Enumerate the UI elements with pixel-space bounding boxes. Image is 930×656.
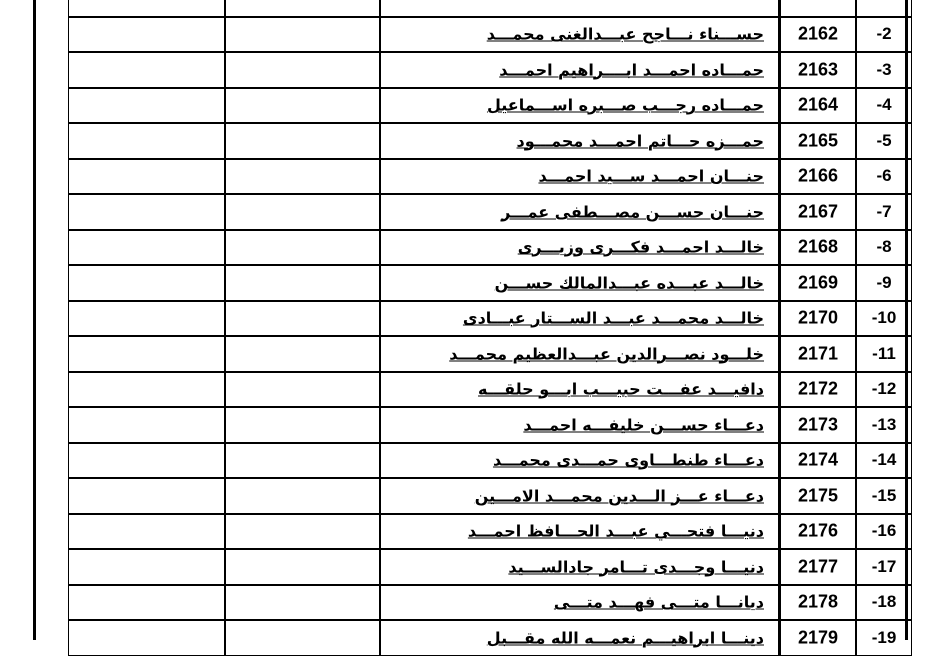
code-cell: [778, 194, 856, 230]
serial-cell: [856, 478, 912, 514]
table-row: [68, 443, 897, 479]
table-row: [68, 336, 896, 372]
empty-cell: [68, 301, 225, 337]
table-row: [68, 194, 892, 230]
serial-number: -13: [871, 414, 897, 434]
serial-number: -15: [871, 485, 897, 505]
serial-cell: [856, 230, 912, 266]
student-name: خالـــد عبـــده عبـــدالمالك حســـن: [494, 273, 764, 293]
empty-cell: [225, 478, 380, 514]
seat-number: 2174: [797, 449, 839, 470]
serial-cell: [856, 301, 912, 337]
name-cell: [380, 123, 778, 159]
serial-cell: [856, 159, 912, 195]
serial-cell: [856, 88, 912, 124]
seat-number: 2178: [797, 591, 839, 612]
serial-number: -18: [871, 592, 897, 612]
name-cell: [380, 620, 778, 656]
serial-cell: [856, 585, 912, 621]
empty-cell: [225, 514, 380, 550]
seat-number: 2177: [797, 556, 839, 577]
serial-number: -3: [876, 59, 892, 79]
empty-cell: [68, 443, 225, 479]
empty-cell: [225, 336, 380, 372]
table-row: [68, 372, 897, 408]
empty-cell: [225, 620, 380, 656]
seat-number: 2162: [797, 23, 839, 44]
name-cell: [380, 52, 778, 88]
table-row: [68, 17, 892, 53]
seat-number: 2179: [797, 627, 839, 648]
serial-number: -12: [871, 379, 897, 399]
empty-cell: [68, 372, 225, 408]
name-cell: [380, 17, 778, 53]
serial-cell: [856, 407, 912, 443]
code-cell: [778, 478, 856, 514]
empty-cell: [225, 443, 380, 479]
table-row: [68, 478, 897, 514]
student-name: خلـــود نصـــرالدين عبـــدالعظيم محمـــد: [449, 344, 764, 364]
empty-cell: [68, 478, 225, 514]
student-name: دنيـــا وجـــدى تـــامر جادالســـيد: [508, 557, 764, 577]
serial-number: -11: [872, 343, 896, 363]
code-cell: [778, 88, 856, 124]
student-name: دعـــاء طنطـــاوى حمـــدى محمـــد: [492, 450, 764, 470]
table-row: [68, 0, 844, 17]
empty-cell: [225, 17, 380, 53]
serial-number: -19: [871, 627, 897, 647]
table-row: [68, 230, 892, 266]
student-name: حنـــان احمـــد ســـيد احمـــد: [538, 166, 764, 186]
seat-number: 2169: [797, 272, 839, 293]
student-name: خالـــد محمـــد عبـــد الســـتار عبـــادى: [462, 308, 764, 328]
serial-cell: [856, 336, 912, 372]
code-cell: [778, 549, 856, 585]
serial-cell: [856, 265, 912, 301]
empty-cell: [68, 0, 225, 17]
seat-number: 2164: [797, 94, 839, 115]
empty-cell: [225, 265, 380, 301]
student-name: حمـــزه حـــاتم احمـــد محمـــود: [516, 131, 764, 151]
table-row: [68, 159, 892, 195]
empty-cell: [225, 230, 380, 266]
serial-cell: [856, 620, 912, 656]
seat-number: 2166: [797, 165, 839, 186]
empty-cell: [225, 194, 380, 230]
table-row: [68, 301, 897, 337]
serial-cell: [856, 443, 912, 479]
serial-number: -4: [876, 95, 892, 115]
code-cell: [778, 52, 856, 88]
empty-cell: [68, 265, 225, 301]
table-row: [68, 549, 897, 585]
code-cell: [778, 336, 856, 372]
student-name: دنيـــا فتحـــي عبـــد الحـــافظ احمـــد: [467, 521, 764, 541]
empty-cell: [225, 549, 380, 585]
serial-number: -9: [876, 272, 892, 292]
student-name: دعـــاء حســـن خليفـــه احمـــد: [523, 415, 764, 435]
name-cell: [380, 194, 778, 230]
serial-cell: [856, 372, 912, 408]
serial-number: -10: [871, 308, 897, 328]
code-cell: [778, 159, 856, 195]
empty-cell: [68, 620, 225, 656]
table-row: [68, 88, 892, 124]
empty-cell: [225, 0, 380, 17]
empty-cell: [68, 230, 225, 266]
seat-number: 2172: [797, 378, 839, 399]
serial-number: -16: [871, 521, 897, 541]
code-cell: [778, 514, 856, 550]
empty-cell: [68, 194, 225, 230]
serial-cell: [856, 549, 912, 585]
name-cell: [380, 88, 778, 124]
name-cell: [380, 159, 778, 195]
empty-cell: [68, 159, 225, 195]
table-row: [68, 52, 892, 88]
student-name: خالـــد احمـــد فكـــرى وزيـــرى: [517, 237, 764, 257]
serial-cell: [856, 194, 912, 230]
name-cell: [380, 301, 778, 337]
empty-cell: [225, 159, 380, 195]
table-row: [68, 585, 897, 621]
table-row: [68, 407, 897, 443]
empty-cell: [225, 585, 380, 621]
serial-number: -14: [871, 450, 897, 470]
name-cell: [380, 372, 778, 408]
empty-cell: [68, 336, 225, 372]
name-cell: [380, 549, 778, 585]
code-cell: [778, 301, 856, 337]
empty-cell: [68, 585, 225, 621]
code-cell: [778, 265, 856, 301]
seat-number: 2170: [797, 307, 839, 328]
name-cell: [380, 443, 778, 479]
student-name: حمـــاده احمـــد ابــــراهيم احمـــد: [499, 60, 764, 80]
table-row: [68, 265, 892, 301]
code-cell: [778, 407, 856, 443]
name-cell: [380, 585, 778, 621]
serial-cell: [856, 0, 912, 17]
student-name: حمـــاده رجـــب صـــبره اســـماعيل: [486, 95, 764, 115]
code-cell: [778, 585, 856, 621]
empty-cell: [68, 88, 225, 124]
empty-cell: [68, 123, 225, 159]
student-name: دينـــا ابراهيـــم نعمـــه الله مقـــبل: [486, 628, 764, 648]
code-cell: [778, 123, 856, 159]
empty-cell: [225, 301, 380, 337]
empty-cell: [68, 52, 225, 88]
name-cell: [380, 407, 778, 443]
student-name: ديانـــا متـــى فهـــد متـــى: [553, 592, 764, 612]
name-cell: [380, 478, 778, 514]
student-name: دعـــاء عـــز الـــدين محمـــد الامـــين: [474, 486, 764, 506]
seat-number: 2171: [797, 343, 839, 364]
code-cell: [778, 372, 856, 408]
serial-number: -7: [876, 201, 892, 221]
serial-number: -2: [876, 24, 892, 44]
table-row: [68, 514, 897, 550]
serial-cell: [856, 514, 912, 550]
seat-number: 2167: [797, 201, 839, 222]
empty-cell: [225, 123, 380, 159]
student-name: دافيـــد عفـــت حبيـــب ابـــو حلقـــه: [478, 379, 764, 399]
empty-cell: [225, 52, 380, 88]
serial-number: -8: [876, 237, 892, 257]
serial-number: -17: [871, 556, 897, 576]
empty-cell: [68, 549, 225, 585]
name-cell: [380, 265, 778, 301]
student-name: حنـــان حســـن مصـــطفى عمـــر: [501, 202, 764, 222]
code-cell: [778, 620, 856, 656]
empty-cell: [225, 407, 380, 443]
empty-cell: [68, 514, 225, 550]
seat-number: 2163: [797, 59, 839, 80]
seat-number: 2176: [797, 520, 839, 541]
name-cell: [380, 514, 778, 550]
serial-number: -6: [876, 166, 892, 186]
seat-number: 2168: [797, 236, 839, 257]
code-cell: [778, 230, 856, 266]
empty-cell: [68, 17, 225, 53]
serial-number: -5: [876, 130, 892, 150]
student-name: حســـناء نـــاجح عبـــدالغنى محمـــد: [486, 24, 764, 44]
seat-number: 2173: [797, 414, 839, 435]
table-row: [68, 123, 892, 159]
name-cell: [380, 336, 778, 372]
seat-number: 2175: [797, 485, 839, 506]
empty-cell: [225, 372, 380, 408]
serial-cell: [856, 52, 912, 88]
code-cell: [778, 17, 856, 53]
seat-number: 2165: [797, 130, 839, 151]
serial-cell: [856, 17, 912, 53]
name-cell: [380, 230, 778, 266]
table-row: [68, 620, 897, 656]
code-cell: [778, 443, 856, 479]
serial-cell: [856, 123, 912, 159]
empty-cell: [225, 88, 380, 124]
code-cell: [778, 0, 856, 17]
name-cell: [380, 0, 778, 17]
empty-cell: [68, 407, 225, 443]
